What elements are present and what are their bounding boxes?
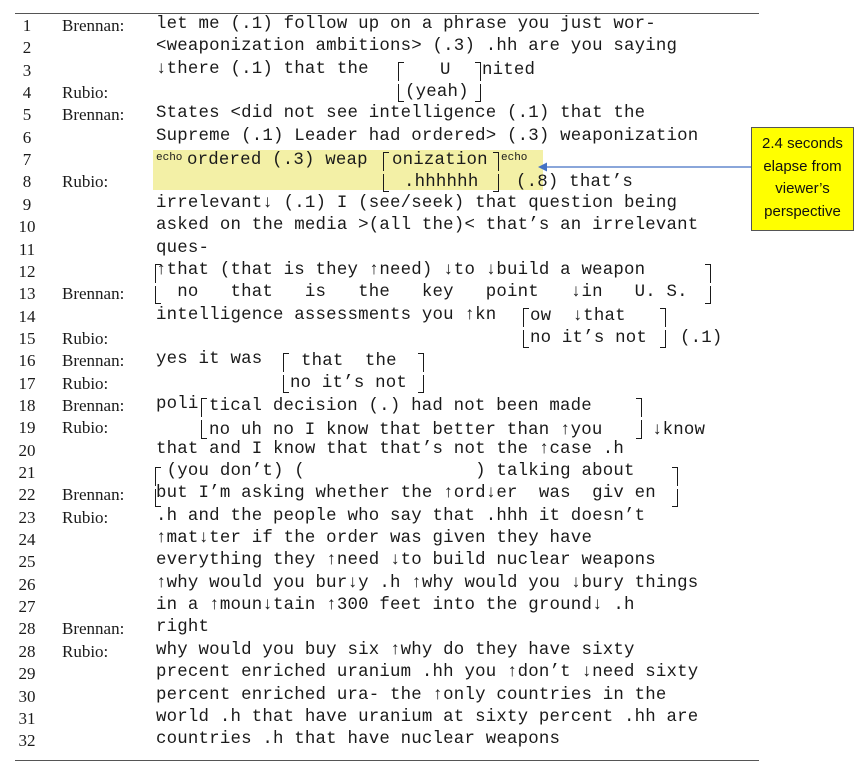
utterance-text: ↑that (that is they ↑need) ↓to ↓build a weapon bbox=[156, 261, 646, 280]
line-number: 11 bbox=[18, 240, 36, 259]
echo-ordered: ordered (.3) weap bbox=[187, 151, 368, 170]
overlap-hhhhhh: .hhhhhh bbox=[404, 173, 479, 192]
speaker-label: Rubio: bbox=[62, 374, 109, 393]
utterance-text: but I’m asking whether the ↑ord↓er was giv en bbox=[156, 484, 656, 503]
speaker-label: Brennan: bbox=[62, 485, 125, 504]
echo-superscript-start: echo bbox=[156, 152, 183, 164]
line-number: 4 bbox=[22, 83, 32, 102]
line-number: 28 bbox=[18, 619, 36, 638]
line-number: 24 bbox=[18, 530, 36, 549]
bracket-close-19 bbox=[636, 420, 642, 439]
bracket-close-15 bbox=[660, 330, 666, 348]
speaker-label: Rubio: bbox=[62, 508, 109, 527]
line-number: 6 bbox=[22, 128, 32, 147]
bracket-close-22 bbox=[672, 489, 678, 507]
line8-rest: (.8) that’s bbox=[516, 173, 633, 192]
utterance-text: Supreme (.1) Leader had ordered> (.3) weaponization bbox=[156, 127, 699, 146]
line-number: 26 bbox=[18, 575, 36, 594]
speaker-label: Rubio: bbox=[62, 83, 109, 102]
bracket-close-18 bbox=[636, 398, 642, 417]
line-number: 8 bbox=[22, 172, 32, 191]
utterance-text: why would you buy six ↑why do they have sixty bbox=[156, 641, 635, 660]
callout-line-1: 2.4 seconds bbox=[762, 135, 843, 152]
speaker-label: Brennan: bbox=[62, 351, 125, 370]
line-number: 19 bbox=[18, 418, 36, 437]
utterance-text: world .h that have uranium at sixty percent .hh are bbox=[156, 708, 699, 727]
utterance-text: .h and the people who say that .hhh it doesn’t bbox=[156, 507, 646, 526]
callout-line-3: viewer’s bbox=[775, 180, 830, 197]
bracket-open-18 bbox=[201, 398, 207, 417]
line-number: 5 bbox=[22, 105, 32, 124]
bracket-open-3 bbox=[398, 62, 404, 81]
bracket-open-21 bbox=[155, 467, 161, 486]
utterance-text: everything they ↑need ↓to build nuclear weapons bbox=[156, 551, 656, 570]
bracket-open-19 bbox=[201, 420, 207, 439]
line-number: 22 bbox=[18, 485, 36, 504]
utterance-text: let me (.1) follow up on a phrase you just wor- bbox=[156, 15, 656, 34]
line-number: 1 bbox=[22, 16, 32, 35]
line-number: 23 bbox=[18, 508, 36, 527]
line-number: 28 bbox=[18, 642, 36, 661]
callout-line-4: perspective bbox=[764, 202, 841, 220]
utterance-text: that and I know that that’s not the ↑case .h bbox=[156, 440, 624, 459]
utterance-text: States <did not see intelligence (.1) that the bbox=[156, 104, 646, 123]
line-number: 14 bbox=[18, 307, 36, 326]
line-number: 12 bbox=[18, 262, 36, 281]
bracket-close-14 bbox=[660, 308, 666, 327]
utterance-text: ques- bbox=[156, 239, 210, 258]
bracket-close-21 bbox=[672, 467, 678, 486]
overlap-yeah: (yeah) bbox=[405, 83, 469, 102]
speaker-label: Brennan: bbox=[62, 16, 125, 35]
bracket-open-12 bbox=[155, 264, 161, 283]
speaker-label: Brennan: bbox=[62, 284, 125, 303]
line-number: 2 bbox=[22, 38, 32, 57]
line-number: 15 bbox=[18, 329, 36, 348]
utterance-text: no that is the key point ↓in U. S. bbox=[156, 283, 688, 302]
utterance-text: (you don’t) ( ) talking about bbox=[156, 462, 635, 481]
echo-superscript-end: echo bbox=[501, 152, 528, 164]
utterance-text: asked on the media >(all the)< that’s an irrelevant bbox=[156, 216, 699, 235]
speaker-label: Brennan: bbox=[62, 396, 125, 415]
overlap-nited: nited bbox=[482, 61, 536, 80]
line19-text: no uh no I know that better than ↑you bbox=[209, 421, 603, 440]
pause-15: (.1) bbox=[680, 329, 723, 348]
utterance-text: countries .h that have nuclear weapons bbox=[156, 730, 561, 749]
utterance-text: right bbox=[156, 618, 210, 637]
line-number: 9 bbox=[22, 195, 32, 214]
speaker-label: Rubio: bbox=[62, 642, 109, 661]
bracket-close-3 bbox=[475, 62, 481, 81]
bracket-open-14 bbox=[523, 308, 529, 327]
bracket-open-22 bbox=[155, 489, 161, 507]
line-number: 7 bbox=[22, 150, 32, 169]
bracket-open-16 bbox=[283, 353, 289, 372]
utterance-text: intelligence assessments you ↑kn bbox=[156, 306, 497, 325]
bottom-rule bbox=[15, 760, 759, 761]
line-number: 31 bbox=[18, 709, 36, 728]
utterance-text: percent enriched ura- the ↑only countries in the bbox=[156, 686, 667, 705]
overlap-u: U bbox=[440, 61, 451, 80]
utterance-text: ↑why would you bur↓y .h ↑why would you ↓bury things bbox=[156, 574, 699, 593]
utterance-text: poli bbox=[156, 395, 199, 414]
utterance-text: ↓there (.1) that the bbox=[156, 60, 369, 79]
speaker-label: Rubio: bbox=[62, 418, 109, 437]
bracket-close-17 bbox=[418, 375, 424, 393]
bracket-open-7 bbox=[383, 152, 389, 171]
bracket-close-16 bbox=[418, 353, 424, 372]
speaker-label: Rubio: bbox=[62, 329, 109, 348]
callout-arrow bbox=[538, 160, 752, 174]
utterance-text: in a ↑moun↓tain ↑300 feet into the ground↓ .h bbox=[156, 596, 635, 615]
overlap-no-its-not-15: no it’s not bbox=[530, 329, 647, 348]
bracket-open-8 bbox=[383, 174, 389, 192]
line-number: 30 bbox=[18, 687, 36, 706]
bracket-close-13 bbox=[705, 286, 711, 304]
utterance-text: yes it was bbox=[156, 350, 263, 369]
callout-line-2: elapse from bbox=[763, 157, 842, 175]
line-number: 3 bbox=[22, 61, 32, 80]
speaker-label: Rubio: bbox=[62, 172, 109, 191]
top-rule bbox=[15, 13, 759, 14]
echo-onization: onization bbox=[392, 151, 488, 170]
utterance-text: <weaponization ambitions> (.3) .hh are you saying bbox=[156, 37, 678, 56]
line-number: 10 bbox=[18, 217, 36, 236]
line-number: 18 bbox=[18, 396, 36, 415]
overlap-no-its-not-17: no it’s not bbox=[290, 374, 407, 393]
line19-know: ↓know bbox=[652, 421, 706, 440]
utterance-text: ↑mat↓ter if the order was given they have bbox=[156, 529, 593, 548]
line-number: 13 bbox=[18, 284, 36, 303]
speaker-label: Brennan: bbox=[62, 105, 125, 124]
line-number: 16 bbox=[18, 351, 36, 370]
utterance-text: irrelevant↓ (.1) I (see/seek) that question being bbox=[156, 194, 678, 213]
bracket-open-15 bbox=[523, 330, 529, 348]
line-number: 21 bbox=[18, 463, 36, 482]
bracket-close-8 bbox=[493, 174, 499, 192]
speaker-label: Brennan: bbox=[62, 619, 125, 638]
bracket-close-12 bbox=[705, 264, 711, 283]
bracket-open-13 bbox=[155, 286, 161, 304]
utterance-text: precent enriched uranium .hh you ↑don’t ↓need sixty bbox=[156, 663, 699, 682]
line-number: 27 bbox=[18, 597, 36, 616]
line-number: 25 bbox=[18, 552, 36, 571]
bracket-open-4 bbox=[398, 84, 404, 102]
line18-rest: tical decision (.) had not been made bbox=[209, 397, 592, 416]
bracket-close-7 bbox=[493, 152, 499, 171]
line-number: 20 bbox=[18, 441, 36, 460]
line-number: 32 bbox=[18, 731, 36, 750]
bracket-close-4 bbox=[475, 84, 481, 102]
overlap-know-that: ow ↓that bbox=[530, 307, 626, 326]
overlap-that-the: that the bbox=[301, 352, 397, 371]
line-number: 17 bbox=[18, 374, 36, 393]
callout-box bbox=[751, 127, 854, 231]
bracket-open-17 bbox=[283, 375, 289, 393]
line-number: 29 bbox=[18, 664, 36, 683]
